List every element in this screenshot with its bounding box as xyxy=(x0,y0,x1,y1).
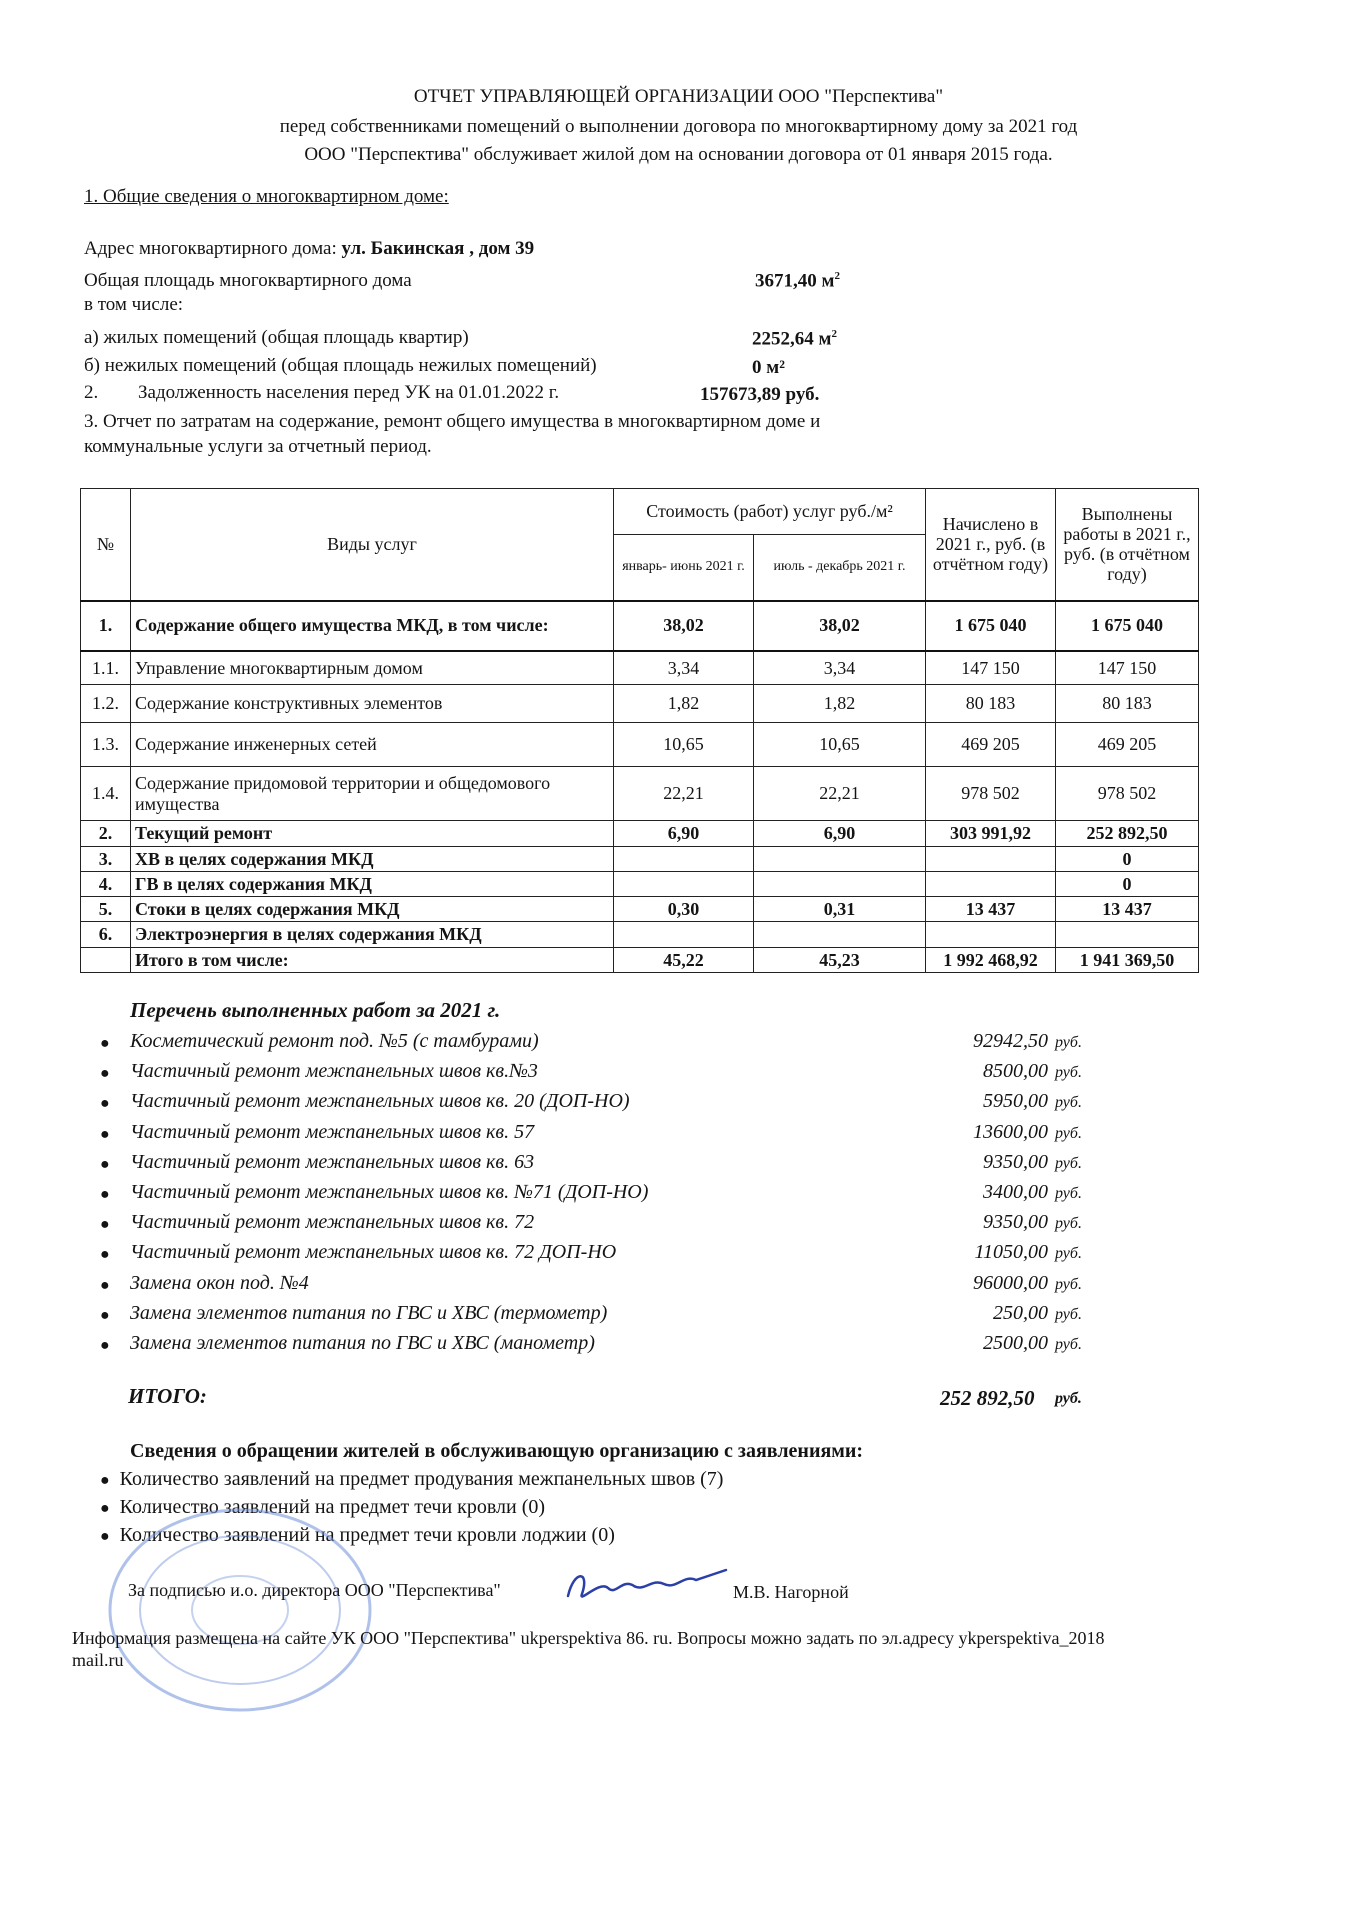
row-service: Содержание общего имущества МКД, в том числе: xyxy=(131,601,614,651)
row-h1: 22,21 xyxy=(614,767,754,821)
living-area-value: 2252,64 $м^2$ xyxy=(752,328,837,350)
work-amount: 92942,50 xyxy=(973,1030,1048,1052)
work-name: Замена окон под. №4 xyxy=(130,1271,309,1294)
total-area-value: 3671,40 $м^2$ xyxy=(755,270,840,292)
row-done: 469 205 xyxy=(1056,723,1199,767)
row-num: 6. xyxy=(81,922,131,947)
row-done: 0 xyxy=(1056,847,1199,872)
table-row xyxy=(81,847,1199,872)
bullet-icon: ● xyxy=(100,1185,110,1203)
debt-label: Задолженность населения перед УК на 01.01.2022 г. xyxy=(138,382,560,403)
table-row xyxy=(81,723,1199,767)
work-amount: 11050,00 xyxy=(974,1241,1048,1264)
bullet-icon: ● xyxy=(100,1095,110,1113)
work-currency: руб. xyxy=(1055,1094,1082,1112)
row-num: 1.3. xyxy=(81,723,131,767)
work-name: Частичный ремонт межпанельных швов кв. 63 xyxy=(130,1150,535,1173)
row-service: Итого в том числе: xyxy=(131,947,614,972)
incl-label: в том числе: xyxy=(84,294,184,315)
requests-title: Сведения о обращении жителей в обслуживающую организацию с заявлениями: xyxy=(130,1440,864,1462)
work-currency: руб. xyxy=(1055,1184,1082,1202)
row-num: 1.2. xyxy=(81,685,131,723)
nonliving-area-label: б) нежилых помещений (общая площадь нежилых помещений) xyxy=(84,355,597,376)
row-h2: 3,34 xyxy=(754,651,926,685)
col-h2-header: июль - декабрь 2021 г. xyxy=(754,535,926,601)
row-h1: 38,02 xyxy=(614,601,754,651)
table-row xyxy=(81,821,1199,847)
col-done-header: Выполнены работы в 2021 г., руб. (в отчётном году) xyxy=(1056,489,1199,601)
organization-stamp xyxy=(90,1500,380,1720)
report-title: ОТЧЕТ УПРАВЛЯЮЩЕЙ ОРГАНИЗАЦИИ ООО "Перспектива" xyxy=(413,86,944,107)
works-title: Перечень выполненных работ за 2021 г. xyxy=(130,998,501,1022)
row-done: 80 183 xyxy=(1056,685,1199,723)
row-charged xyxy=(926,872,1056,897)
row-service: ХВ в целях содержания МКД xyxy=(131,847,614,872)
work-name: Частичный ремонт межпанельных швов кв. 20 (ДОП-НО) xyxy=(130,1090,630,1113)
list-item xyxy=(100,1151,1100,1181)
footer-info-cont: mail.ru xyxy=(72,1650,124,1670)
table-row xyxy=(81,651,1199,685)
work-name: Частичный ремонт межпанельных швов кв. №71 (ДОП-НО) xyxy=(130,1180,649,1203)
table-row xyxy=(81,947,1199,972)
col-service-header: Виды услуг xyxy=(131,489,614,601)
row-h2 xyxy=(754,922,926,947)
row-service: Управление многоквартирным домом xyxy=(131,651,614,685)
table-row xyxy=(81,601,1199,651)
row-charged: 469 205 xyxy=(926,723,1056,767)
row-service: Текущий ремонт xyxy=(131,821,614,847)
col-h1-header: январь- июнь 2021 г. xyxy=(614,535,754,601)
row-charged: 1 675 040 xyxy=(926,601,1056,651)
row-h2: 45,23 xyxy=(754,947,926,972)
row-done: 1 675 040 xyxy=(1056,601,1199,651)
work-name: Замена элементов питания по ГВС и ХВС (манометр) xyxy=(130,1331,595,1354)
work-amount: 5950,00 xyxy=(983,1090,1048,1113)
row-charged: 978 502 xyxy=(926,767,1056,821)
row-num xyxy=(81,947,131,972)
bullet-icon: ● xyxy=(100,1276,110,1294)
row-done: 13 437 xyxy=(1056,897,1199,922)
work-name: Частичный ремонт межпанельных швов кв. 72 xyxy=(130,1211,535,1234)
work-amount: 8500,00 xyxy=(983,1060,1048,1083)
row-h2 xyxy=(754,847,926,872)
table-row xyxy=(81,685,1199,723)
row-charged: 80 183 xyxy=(926,685,1056,723)
row-h1 xyxy=(614,872,754,897)
row-num: 1.4. xyxy=(81,767,131,821)
row-service: Содержание придомовой территории и общедомового имущества xyxy=(131,767,614,821)
list-item xyxy=(100,1121,1100,1151)
table-row xyxy=(81,767,1199,821)
table-header-row xyxy=(81,489,1199,535)
bullet-icon: ● xyxy=(100,1528,110,1545)
col-num-header: № xyxy=(81,489,131,601)
bullet-icon: ● xyxy=(100,1472,110,1489)
work-name: Частичный ремонт межпанельных швов кв. 57 xyxy=(130,1120,535,1143)
row-h2: 22,21 xyxy=(754,767,926,821)
bullet-icon: ● xyxy=(100,1500,110,1517)
row-num: 4. xyxy=(81,872,131,897)
bullet-icon: ● xyxy=(100,1336,110,1354)
row-num: 3. xyxy=(81,847,131,872)
row-num: 2. xyxy=(81,821,131,847)
row-h2: 0,31 xyxy=(754,897,926,922)
request-text: Количество заявлений на предмет течи кровли (0) xyxy=(119,1496,546,1518)
work-currency: руб. xyxy=(1055,1064,1082,1082)
row-charged xyxy=(926,847,1056,872)
request-text: Количество заявлений на предмет течи кровли лоджии (0) xyxy=(119,1524,615,1546)
debt-value: 157673,89 руб. xyxy=(700,384,820,405)
bullet-icon: ● xyxy=(100,1125,110,1143)
works-list xyxy=(100,1030,1100,1362)
row-done: 147 150 xyxy=(1056,651,1199,685)
row-num: 5. xyxy=(81,897,131,922)
list-item xyxy=(100,1060,1100,1090)
footer-info: Информация размещена на сайте УК ООО "Перспектива" ukperspektiva 86. ru. Вопросы можно задать по эл.адресу ykperspektiva_2018 xyxy=(72,1628,1105,1648)
table-row xyxy=(81,872,1199,897)
row-num: 1. xyxy=(81,601,131,651)
list-item xyxy=(100,1272,1100,1302)
list-item xyxy=(100,1332,1100,1362)
work-amount: 96000,00 xyxy=(973,1271,1048,1294)
row-charged xyxy=(926,922,1056,947)
bullet-icon: ● xyxy=(100,1155,110,1173)
row-h2: 10,65 xyxy=(754,723,926,767)
list-item xyxy=(100,1302,1100,1332)
row-h2 xyxy=(754,872,926,897)
col-charged-header: Начислено в 2021 г., руб. (в отчётном году) xyxy=(926,489,1056,601)
row-h1 xyxy=(614,847,754,872)
row-charged: 1 992 468,92 xyxy=(926,947,1056,972)
row-service: Содержание инженерных сетей xyxy=(131,723,614,767)
report-subtitle: перед собственниками помещений о выполнении договора по многоквартирному дому за 2021 год xyxy=(279,116,1078,137)
row-done: 252 892,50 xyxy=(1056,821,1199,847)
signature-scribble xyxy=(560,1560,730,1610)
services-table xyxy=(80,488,1199,973)
address-value: ул. Бакинская , дом 39 xyxy=(341,238,535,259)
work-amount: 3400,00 xyxy=(983,1180,1048,1203)
row-h2: 1,82 xyxy=(754,685,926,723)
row-service: Электроэнергия в целях содержания МКД xyxy=(131,922,614,947)
signature-label: За подписью и.о. директора ООО "Перспектива" xyxy=(128,1580,501,1600)
row-done: 978 502 xyxy=(1056,767,1199,821)
request-text: Количество заявлений на предмет продувания межпанельных швов (7) xyxy=(119,1468,724,1490)
work-currency: руб. xyxy=(1055,1335,1082,1353)
col-cost-header: Стоимость (работ) услуг руб./м² xyxy=(614,489,926,535)
row-charged: 303 991,92 xyxy=(926,821,1056,847)
work-currency: руб. xyxy=(1055,1245,1082,1263)
row-h1: 10,65 xyxy=(614,723,754,767)
row-done xyxy=(1056,922,1199,947)
section-3-line1: 3. Отчет по затратам на содержание, ремонт общего имущества в многоквартирном доме и xyxy=(84,411,821,432)
works-total-value: 252 892,50 xyxy=(940,1386,1035,1410)
bullet-icon: ● xyxy=(100,1216,110,1234)
row-service: Стоки в целях содержания МКД xyxy=(131,897,614,922)
nonliving-area-value: 0 м² xyxy=(752,357,785,378)
row-charged: 13 437 xyxy=(926,897,1056,922)
list-item xyxy=(100,1181,1100,1211)
work-name: Частичный ремонт межпанельных швов кв. 72 ДОП-НО xyxy=(130,1241,617,1264)
work-amount: 2500,00 xyxy=(983,1331,1048,1354)
work-amount: 250,00 xyxy=(993,1301,1048,1324)
contract-info: ООО "Перспектива" обслуживает жилой дом на основании договора от 01 января 2015 года. xyxy=(304,144,1053,165)
work-name: Частичный ремонт межпанельных швов кв.№3 xyxy=(130,1060,538,1083)
work-amount: 13600,00 xyxy=(973,1120,1048,1143)
row-h1 xyxy=(614,922,754,947)
list-item xyxy=(100,1211,1100,1241)
bullet-icon: ● xyxy=(100,1306,110,1324)
work-name: Косметический ремонт под. №5 (с тамбурами) xyxy=(130,1030,539,1052)
list-item xyxy=(100,1090,1100,1120)
work-currency: руб. xyxy=(1055,1034,1082,1051)
work-currency: руб. xyxy=(1055,1305,1082,1323)
living-area-label: а) жилых помещений (общая площадь квартир) xyxy=(84,327,469,348)
section-3-line2: коммунальные услуги за отчетный период. xyxy=(84,436,432,457)
work-currency: руб. xyxy=(1055,1275,1082,1293)
work-amount: 9350,00 xyxy=(983,1150,1048,1173)
works-total-currency: руб. xyxy=(1055,1390,1082,1407)
row-h1: 0,30 xyxy=(614,897,754,922)
row-done: 0 xyxy=(1056,872,1199,897)
section-1-title: 1. Общие сведения о многоквартирном доме: xyxy=(84,186,449,207)
table-row xyxy=(81,922,1199,947)
work-amount: 9350,00 xyxy=(983,1211,1048,1234)
debt-num: 2. xyxy=(84,382,99,403)
list-item xyxy=(100,1241,1100,1271)
total-area-label: Общая площадь многоквартирного дома xyxy=(84,270,412,291)
address-label: Адрес многоквартирного дома: xyxy=(84,238,342,259)
bullet-icon: ● xyxy=(100,1246,110,1264)
address-line xyxy=(84,238,534,260)
bullet-icon: ● xyxy=(100,1065,110,1083)
row-h1: 1,82 xyxy=(614,685,754,723)
row-charged: 147 150 xyxy=(926,651,1056,685)
row-h1: 6,90 xyxy=(614,821,754,847)
work-name: Замена элементов питания по ГВС и ХВС (термометр) xyxy=(130,1301,608,1324)
row-num: 1.1. xyxy=(81,651,131,685)
table-row xyxy=(81,897,1199,922)
row-service: Содержание конструктивных элементов xyxy=(131,685,614,723)
works-total-label: ИТОГО: xyxy=(128,1384,207,1408)
bullet-icon: ● xyxy=(100,1035,110,1052)
row-h1: 45,22 xyxy=(614,947,754,972)
work-currency: руб. xyxy=(1055,1215,1082,1233)
row-service: ГВ в целях содержания МКД xyxy=(131,872,614,897)
row-h1: 3,34 xyxy=(614,651,754,685)
row-done: 1 941 369,50 xyxy=(1056,947,1199,972)
work-currency: руб. xyxy=(1055,1154,1082,1172)
work-currency: руб. xyxy=(1055,1124,1082,1142)
row-h2: 6,90 xyxy=(754,821,926,847)
signer-name: М.В. Нагорной xyxy=(733,1582,849,1602)
list-item xyxy=(100,1030,1100,1060)
row-h2: 38,02 xyxy=(754,601,926,651)
list-item xyxy=(100,1468,723,1491)
